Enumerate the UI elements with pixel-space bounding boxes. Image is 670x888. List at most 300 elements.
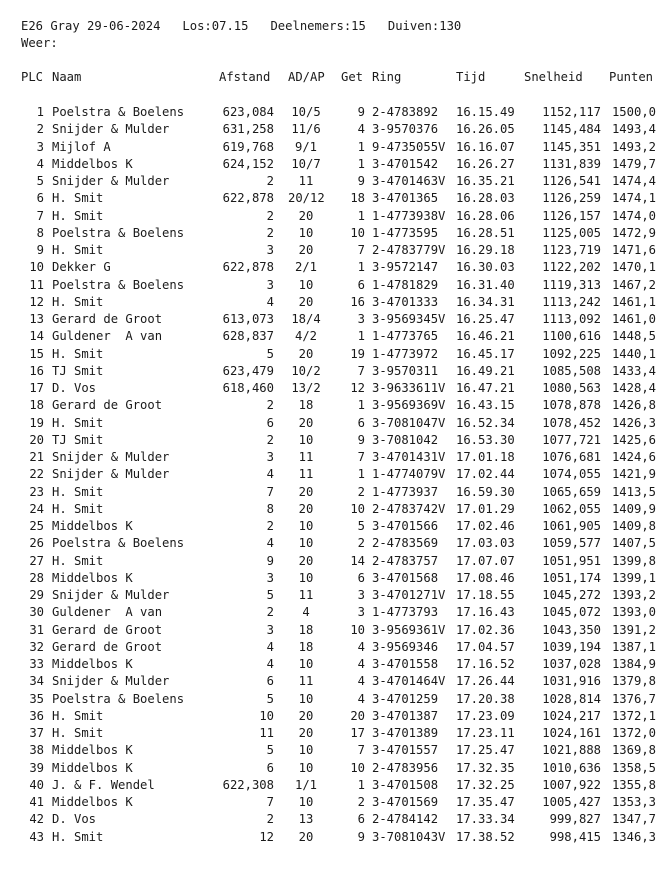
cell-plc: 4: [36, 156, 44, 171]
cell-tijd: 16.31.40: [456, 277, 515, 292]
cell-naam: H. Smit: [52, 208, 104, 223]
cell-naam: H. Smit: [52, 346, 104, 361]
cell-punten: 1493,4: [611, 122, 656, 137]
cell-adap: 1/1: [294, 777, 317, 792]
cell-plc: 37: [29, 726, 44, 740]
cell-punten: 1474,0: [611, 208, 656, 223]
cell-snelheid: 1077,721: [542, 432, 601, 447]
cell-get: 18: [350, 191, 365, 206]
cell-naam: J. & F. Wendel: [52, 777, 155, 792]
cell-punten: 1393,0: [611, 605, 656, 620]
cell-naam: Guldener A van: [52, 605, 163, 620]
cell-ring: 3-9570311: [372, 363, 439, 378]
table-row: [0, 777, 670, 794]
cell-afstand: 2: [266, 812, 274, 827]
cell-tijd: 16.52.34: [456, 415, 515, 430]
cell-get: 3: [357, 312, 365, 326]
cell-afstand: 2: [266, 605, 274, 620]
cell-adap: 20: [298, 415, 314, 430]
cell-get: 1: [357, 777, 365, 792]
cell-plc: 36: [29, 708, 44, 723]
table-row: [0, 656, 670, 673]
cell-adap: 4: [302, 605, 310, 620]
cell-ring: 3-4701464V: [372, 674, 446, 689]
table-row: [0, 501, 670, 518]
cell-get: 6: [357, 812, 365, 827]
col-punten: Punten: [609, 70, 654, 84]
cell-tijd: 17.02.44: [456, 467, 515, 482]
cell-afstand: 11: [259, 726, 274, 740]
cell-plc: 14: [29, 329, 44, 344]
cell-afstand: 8: [266, 501, 274, 516]
cell-ring: 3-4701259: [372, 691, 439, 706]
cell-ring: 3-9569345V: [372, 312, 446, 326]
col-afstand: Afstand: [219, 70, 271, 84]
cell-afstand: 6: [266, 760, 274, 775]
table-row: [0, 673, 670, 690]
cell-afstand: 3: [266, 450, 274, 464]
table-row: [0, 829, 670, 846]
cell-afstand: 4: [266, 657, 274, 671]
cell-adap: 11: [298, 467, 314, 482]
cell-snelheid: 1131,839: [542, 156, 601, 171]
table-row: [0, 294, 670, 311]
table-row: [0, 760, 670, 777]
cell-plc: 18: [29, 398, 44, 413]
col-naam: Naam: [52, 70, 82, 84]
cell-punten: 1426,8: [611, 398, 656, 413]
cell-afstand: 2: [266, 398, 274, 413]
cell-naam: Poelstra & Boelens: [52, 277, 185, 292]
cell-plc: 33: [29, 657, 44, 671]
cell-punten: 1346,3: [611, 829, 656, 844]
cell-plc: 21: [29, 450, 44, 464]
table-row: [0, 328, 670, 345]
cell-afstand: 622,878: [222, 191, 274, 206]
cell-get: 4: [357, 122, 365, 137]
cell-adap: 20: [298, 501, 314, 516]
cell-snelheid: 1065,659: [542, 484, 601, 499]
cell-adap: 11: [298, 450, 314, 464]
cell-plc: 43: [29, 829, 44, 844]
cell-naam: H. Smit: [52, 708, 104, 723]
cell-tijd: 17.20.38: [456, 691, 515, 706]
cell-get: 10: [350, 760, 365, 775]
cell-naam: Snijder & Mulder: [52, 467, 170, 482]
cell-naam: Middelbos K: [52, 570, 133, 585]
cell-afstand: 623,479: [222, 363, 274, 378]
cell-punten: 1471,6: [611, 243, 656, 257]
cell-adap: 20: [298, 829, 314, 844]
cell-adap: 2/1: [294, 260, 317, 275]
weather-line: Weer:: [21, 36, 58, 51]
cell-tijd: 17.16.52: [456, 657, 515, 671]
cell-punten: 1379,8: [611, 674, 656, 689]
cell-naam: Middelbos K: [52, 657, 133, 671]
cell-snelheid: 1100,616: [542, 329, 601, 344]
cell-tijd: 17.38.52: [456, 829, 515, 844]
cell-tijd: 17.04.57: [456, 639, 515, 654]
cell-get: 7: [357, 243, 365, 257]
cell-plc: 3: [36, 139, 44, 154]
cell-afstand: 3: [266, 277, 274, 292]
col-ring: Ring: [372, 70, 402, 84]
cell-adap: 11: [298, 174, 314, 188]
cell-adap: 10: [298, 225, 314, 240]
cell-naam: H. Smit: [52, 501, 104, 516]
cell-punten: 1409,8: [611, 519, 656, 533]
cell-punten: 1353,3: [611, 795, 656, 809]
cell-ring: 1-4774079V: [372, 467, 446, 482]
cell-adap: 13/2: [291, 381, 321, 395]
cell-punten: 1474,4: [611, 174, 656, 188]
cell-plc: 28: [29, 570, 44, 585]
cell-snelheid: 1061,905: [542, 519, 601, 533]
cell-get: 1: [357, 467, 365, 482]
cell-adap: 10: [298, 795, 314, 809]
cell-naam: Poelstra & Boelens: [52, 225, 185, 240]
cell-punten: 1384,9: [611, 657, 656, 671]
table-row: [0, 708, 670, 725]
cell-afstand: 5: [266, 588, 274, 602]
cell-tijd: 16.59.30: [456, 484, 515, 499]
table-row: [0, 208, 670, 225]
cell-ring: 3-4701569: [372, 795, 439, 809]
table-row: [0, 415, 670, 432]
cell-afstand: 624,152: [222, 156, 274, 171]
cell-ring: 2-4784142: [372, 812, 439, 827]
cell-naam: H. Smit: [52, 243, 104, 257]
cell-snelheid: 1031,916: [542, 674, 601, 689]
table-row: [0, 104, 670, 121]
table-row: [0, 121, 670, 138]
cell-punten: 1479,7: [611, 156, 656, 171]
cell-snelheid: 1145,484: [542, 122, 601, 137]
table-row: [0, 225, 670, 242]
cell-plc: 22: [29, 467, 44, 482]
cell-naam: TJ Smit: [52, 363, 104, 378]
cell-ring: 3-4701389: [372, 726, 439, 740]
cell-get: 6: [357, 415, 365, 430]
cell-afstand: 3: [266, 570, 274, 585]
cell-get: 1: [357, 329, 365, 344]
cell-ring: 1-4773793: [372, 605, 439, 620]
cell-naam: D. Vos: [52, 812, 97, 827]
cell-punten: 1433,4: [611, 363, 656, 378]
cell-tijd: 17.33.34: [456, 812, 515, 827]
cell-afstand: 7: [266, 484, 274, 499]
table-row: [0, 242, 670, 259]
cell-afstand: 613,073: [222, 312, 274, 326]
cell-get: 17: [350, 726, 365, 740]
cell-naam: Middelbos K: [52, 795, 133, 809]
cell-snelheid: 1045,272: [542, 588, 601, 602]
cell-punten: 1440,1: [611, 346, 656, 361]
cell-adap: 11/6: [291, 122, 321, 137]
cell-plc: 23: [29, 484, 44, 499]
cell-punten: 1399,8: [611, 553, 656, 568]
cell-tijd: 16.26.05: [456, 122, 515, 137]
cell-snelheid: 1113,092: [542, 312, 601, 326]
cell-ring: 3-7081047V: [372, 415, 446, 430]
table-row: [0, 380, 670, 397]
cell-adap: 10: [298, 760, 314, 775]
cell-ring: 1-4773937: [372, 484, 439, 499]
cell-plc: 9: [36, 243, 44, 257]
cell-afstand: 4: [266, 639, 274, 654]
col-tijd: Tijd: [456, 70, 486, 84]
cell-tijd: 17.26.44: [456, 674, 515, 689]
cell-tijd: 16.16.07: [456, 139, 515, 154]
table-row: [0, 432, 670, 449]
cell-naam: Middelbos K: [52, 519, 133, 533]
cell-get: 1: [357, 260, 365, 275]
cell-snelheid: 1074,055: [542, 467, 601, 482]
cell-get: 4: [357, 674, 365, 689]
cell-punten: 1391,2: [611, 622, 656, 637]
cell-punten: 1399,1: [611, 570, 656, 585]
cell-get: 10: [350, 501, 365, 516]
cell-tijd: 17.25.47: [456, 743, 515, 758]
cell-punten: 1387,1: [611, 639, 656, 654]
cell-tijd: 17.01.18: [456, 450, 515, 464]
table-row: [0, 811, 670, 828]
cell-adap: 20: [298, 708, 314, 723]
cell-tijd: 17.35.47: [456, 795, 515, 809]
cell-adap: 10: [298, 519, 314, 533]
cell-ring: 1-4773938V: [372, 208, 446, 223]
cell-plc: 10: [29, 260, 44, 275]
cell-naam: Middelbos K: [52, 760, 133, 775]
cell-tijd: 16.26.27: [456, 156, 515, 171]
cell-snelheid: 1037,028: [542, 657, 601, 671]
cell-tijd: 17.02.46: [456, 519, 515, 533]
cell-tijd: 16.28.03: [456, 191, 515, 206]
cell-afstand: 12: [259, 829, 274, 844]
cell-get: 2: [357, 795, 365, 809]
cell-afstand: 2: [266, 225, 274, 240]
cell-ring: 3-4701542: [372, 156, 439, 171]
cell-tijd: 17.23.11: [456, 726, 515, 740]
cell-tijd: 16.46.21: [456, 329, 515, 344]
cell-punten: 1413,5: [611, 484, 656, 499]
cell-plc: 30: [29, 605, 44, 620]
cell-ring: 9-4735055V: [372, 139, 446, 154]
cell-ring: 3-9572147: [372, 260, 439, 275]
cell-plc: 25: [29, 519, 44, 533]
results-table: [0, 104, 670, 846]
cell-adap: 10/7: [291, 156, 321, 171]
cell-adap: 4/2: [294, 329, 317, 344]
cell-adap: 20/12: [288, 191, 325, 206]
cell-snelheid: 999,827: [549, 812, 601, 827]
cell-snelheid: 1125,005: [542, 225, 601, 240]
cell-punten: 1461,0: [611, 312, 656, 326]
cell-tijd: 16.28.51: [456, 225, 515, 240]
cell-ring: 2-4783569: [372, 536, 439, 551]
cell-snelheid: 1126,541: [542, 174, 601, 188]
cell-tijd: 17.01.29: [456, 501, 515, 516]
cell-snelheid: 1078,452: [542, 415, 601, 430]
cell-naam: H. Smit: [52, 726, 104, 740]
cell-afstand: 6: [266, 415, 274, 430]
cell-ring: 3-4701365: [372, 191, 439, 206]
cell-adap: 20: [298, 484, 314, 499]
cell-punten: 1424,6: [611, 450, 656, 464]
cell-plc: 31: [29, 622, 44, 637]
cell-tijd: 16.34.31: [456, 294, 515, 309]
cell-snelheid: 1045,072: [542, 605, 601, 620]
cell-get: 7: [357, 743, 365, 758]
cell-afstand: 628,837: [222, 329, 274, 344]
table-row: [0, 277, 670, 294]
table-row: [0, 397, 670, 414]
cell-tijd: 16.49.21: [456, 363, 515, 378]
cell-snelheid: 1059,577: [542, 536, 601, 551]
cell-naam: H. Smit: [52, 484, 104, 499]
cell-naam: H. Smit: [52, 191, 104, 206]
cell-snelheid: 1051,951: [542, 553, 601, 568]
cell-tijd: 17.32.35: [456, 760, 515, 775]
cell-afstand: 2: [266, 519, 274, 533]
cell-get: 5: [357, 519, 365, 533]
cell-adap: 13: [298, 812, 314, 827]
cell-plc: 2: [36, 122, 44, 137]
cell-ring: 3-9569346: [372, 639, 439, 654]
table-row: [0, 604, 670, 621]
cell-adap: 18/4: [291, 312, 321, 326]
cell-tijd: 16.29.18: [456, 243, 515, 257]
cell-plc: 12: [29, 294, 44, 309]
cell-ring: 3-4701463V: [372, 174, 446, 188]
cell-snelheid: 1123,719: [542, 243, 601, 257]
cell-punten: 1470,1: [611, 260, 656, 275]
cell-naam: Snijder & Mulder: [52, 674, 170, 689]
cell-naam: H. Smit: [52, 829, 104, 844]
cell-afstand: 9: [266, 553, 274, 568]
cell-punten: 1376,7: [611, 691, 656, 706]
cell-get: 2: [357, 536, 365, 551]
cell-get: 19: [350, 346, 365, 361]
cell-tijd: 16.35.21: [456, 174, 515, 188]
cell-punten: 1500,0: [611, 105, 656, 119]
cell-snelheid: 1010,636: [542, 760, 601, 775]
table-row: [0, 173, 670, 190]
cell-afstand: 2: [266, 208, 274, 223]
col-snelheid: Snelheid: [524, 70, 583, 84]
col-adap: AD/AP: [288, 70, 325, 84]
table-row: [0, 639, 670, 656]
cell-tijd: 17.16.43: [456, 605, 515, 620]
table-row: [0, 553, 670, 570]
table-row: [0, 691, 670, 708]
table-row: [0, 742, 670, 759]
cell-punten: 1393,2: [611, 588, 656, 602]
cell-adap: 20: [298, 294, 314, 309]
cell-plc: 17: [29, 381, 44, 395]
cell-ring: 3-7081042: [372, 432, 439, 447]
cell-naam: Middelbos K: [52, 743, 133, 758]
cell-adap: 20: [298, 553, 314, 568]
column-header-row: [0, 69, 670, 86]
race-info-line: E26 Gray 29-06-2024 Los:07.15 Deelnemers:15 Duiven:130: [21, 19, 462, 33]
cell-plc: 35: [29, 691, 44, 706]
cell-afstand: 618,460: [222, 381, 274, 395]
cell-naam: Poelstra & Boelens: [52, 536, 185, 551]
cell-snelheid: 1113,242: [542, 294, 601, 309]
cell-adap: 10: [298, 536, 314, 551]
cell-punten: 1358,5: [611, 760, 656, 775]
cell-ring: 1-4781829: [372, 277, 439, 292]
cell-get: 2: [357, 484, 365, 499]
cell-ring: 2-4783956: [372, 760, 439, 775]
cell-adap: 20: [298, 243, 314, 257]
cell-naam: Mijlof A: [52, 139, 111, 154]
cell-get: 6: [357, 277, 365, 292]
cell-punten: 1448,5: [611, 329, 656, 344]
cell-get: 9: [357, 432, 365, 447]
cell-adap: 9/1: [294, 139, 317, 154]
cell-afstand: 5: [266, 691, 274, 706]
cell-punten: 1472,9: [611, 225, 656, 240]
cell-get: 10: [350, 225, 365, 240]
cell-get: 12: [350, 381, 365, 395]
cell-plc: 24: [29, 501, 44, 516]
cell-tijd: 16.47.21: [456, 381, 515, 395]
cell-snelheid: 1005,427: [542, 795, 601, 809]
cell-plc: 16: [29, 363, 44, 378]
cell-punten: 1409,9: [611, 501, 656, 516]
cell-plc: 38: [29, 743, 44, 758]
cell-ring: 1-4773765: [372, 329, 439, 344]
cell-adap: 10/5: [291, 105, 321, 119]
cell-naam: H. Smit: [52, 415, 104, 430]
table-row: [0, 363, 670, 380]
cell-afstand: 4: [266, 294, 274, 309]
cell-ring: 3-4701431V: [372, 450, 446, 464]
cell-punten: 1493,2: [611, 139, 656, 154]
cell-plc: 40: [29, 777, 44, 792]
cell-punten: 1372,1: [611, 708, 656, 723]
cell-plc: 11: [29, 277, 44, 292]
cell-plc: 13: [29, 312, 44, 326]
table-row: [0, 156, 670, 173]
cell-plc: 26: [29, 536, 44, 551]
cell-get: 1: [357, 156, 365, 171]
cell-adap: 20: [298, 726, 314, 740]
cell-tijd: 16.28.06: [456, 208, 515, 223]
cell-naam: Snijder & Mulder: [52, 588, 170, 602]
report-header: [21, 18, 461, 52]
cell-plc: 8: [36, 225, 44, 240]
cell-snelheid: 1043,350: [542, 622, 601, 637]
cell-naam: Snijder & Mulder: [52, 174, 170, 188]
cell-get: 10: [350, 622, 365, 637]
cell-get: 9: [357, 174, 365, 188]
cell-ring: 3-4701557: [372, 743, 439, 758]
cell-naam: Gerard de Groot: [52, 398, 163, 413]
cell-tijd: 17.07.07: [456, 553, 515, 568]
cell-naam: Poelstra & Boelens: [52, 105, 185, 119]
cell-ring: 2-4783779V: [372, 243, 446, 257]
cell-get: 6: [357, 570, 365, 585]
table-row: [0, 311, 670, 328]
cell-get: 14: [350, 553, 365, 568]
cell-adap: 10: [298, 691, 314, 706]
cell-punten: 1461,1: [611, 294, 656, 309]
table-row: [0, 794, 670, 811]
cell-plc: 1: [36, 105, 44, 119]
